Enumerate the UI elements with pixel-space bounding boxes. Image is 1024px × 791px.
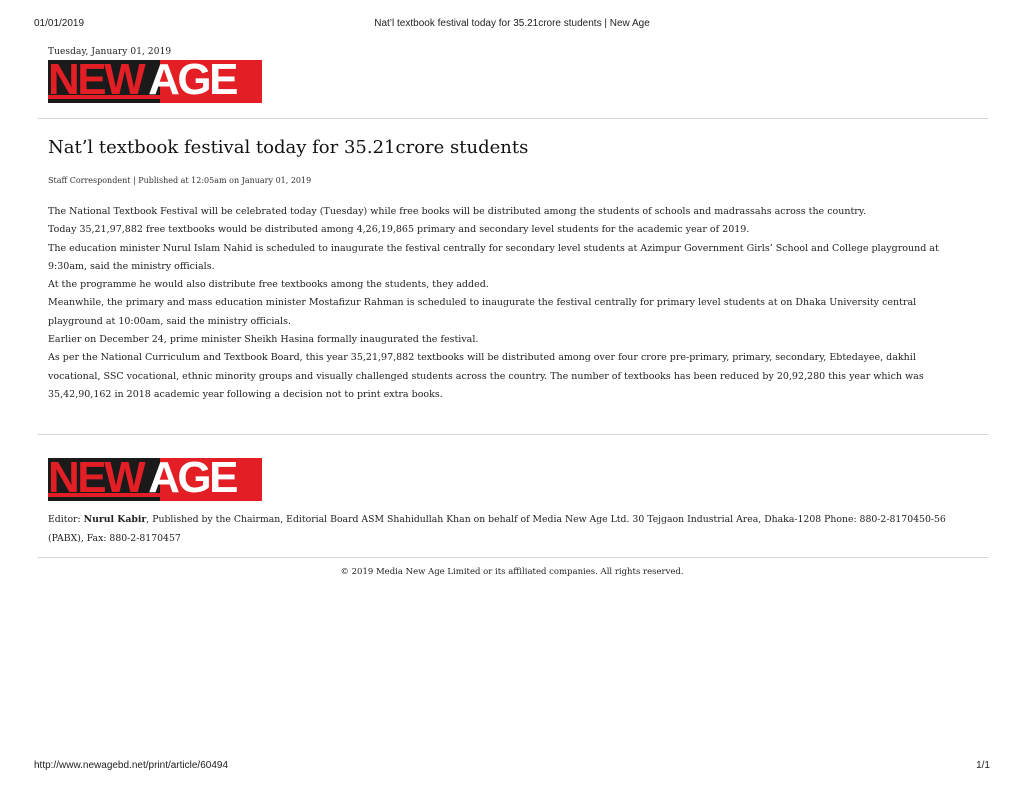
- article-paragraph: Meanwhile, the primary and mass education minister Mostafizur Rahman is scheduled to inaugurate the festival centrally for primary level students at on Dhaka University central playground at 10:00am, said the ministry officials.: [48, 297, 917, 327]
- article-headline: Nat’l textbook festival today for 35.21crore students: [48, 137, 529, 158]
- article-paragraph: As per the National Curriculum and Textbook Board, this year 35,21,97,882 textbooks will be distributed among over four crore pre-primary, primary, secondary, Ebtedayee, dakhil vocational, SSC vocational, ethnic minority groups and visually challenged students across the country. The number of textbooks has been reduced by 20,92,280 this year which was 35,42,90,162 in 2018 academic year following a decision not to print extra books.: [48, 352, 924, 400]
- article-paragraph: Earlier on December 24, prime minister Sheikh Hasina formally inaugurated the festival.: [48, 334, 479, 346]
- logo-new-text: NEW: [48, 60, 144, 103]
- print-page-title: Nat’l textbook festival today for 35.21crore students | New Age: [374, 18, 650, 29]
- footer-divider: [38, 557, 988, 558]
- newage-logo[interactable]: [48, 60, 262, 103]
- article-paragraph: Today 35,21,97,882 free textbooks would be distributed among 4,26,19,865 primary and secondary level students for the academic year of 2019.: [48, 224, 750, 236]
- article-body: [48, 203, 968, 404]
- print-date: 01/01/2019: [34, 18, 85, 29]
- logo-wordmark: [48, 60, 262, 103]
- masthead-dateline: Tuesday, January 01, 2019: [48, 47, 172, 57]
- editor-name: Nurul Kabir: [83, 514, 147, 525]
- logo-age-text: AGE: [148, 458, 237, 501]
- print-footer: [34, 760, 990, 774]
- copyright-notice: © 2019 Media New Age Limited or its affiliated companies. All rights reserved.: [340, 567, 684, 577]
- print-url[interactable]: http://www.newagebd.net/print/article/60494: [34, 760, 229, 771]
- imprint-text: , Published by the Chairman, Editorial Board ASM Shahidullah Khan on behalf of Media New Age Ltd. 30 Tejgaon Industrial Area, Dhaka-1208 Phone: 880-2-8170450-56 (PABX), Fax: 880-2-8170457: [48, 514, 946, 544]
- article-end-divider: [38, 434, 988, 435]
- print-page-number: 1/1: [976, 760, 990, 771]
- newage-footer-logo[interactable]: [48, 458, 262, 501]
- logo-wordmark: [48, 458, 262, 501]
- header-divider: [38, 118, 988, 119]
- article-paragraph: At the programme he would also distribute free textbooks among the students, they added.: [48, 279, 489, 291]
- footer-imprint: [48, 511, 968, 548]
- article-paragraph: The National Textbook Festival will be celebrated today (Tuesday) while free books will be distributed among the students of schools and madrassahs across the country.: [48, 206, 866, 217]
- logo-new-text: NEW: [48, 458, 144, 501]
- print-header: [34, 18, 990, 32]
- logo-age-text: AGE: [148, 60, 237, 103]
- editor-label: Editor:: [48, 514, 84, 525]
- article-paragraph: The education minister Nurul Islam Nahid is scheduled to inaugurate the festival centrally for secondary level students at Azimpur Government Girls’ School and College playground at 9:30am, said the ministry officials.: [48, 242, 939, 272]
- article-byline: Staff Correspondent | Published at 12:05am on January 01, 2019: [48, 176, 312, 185]
